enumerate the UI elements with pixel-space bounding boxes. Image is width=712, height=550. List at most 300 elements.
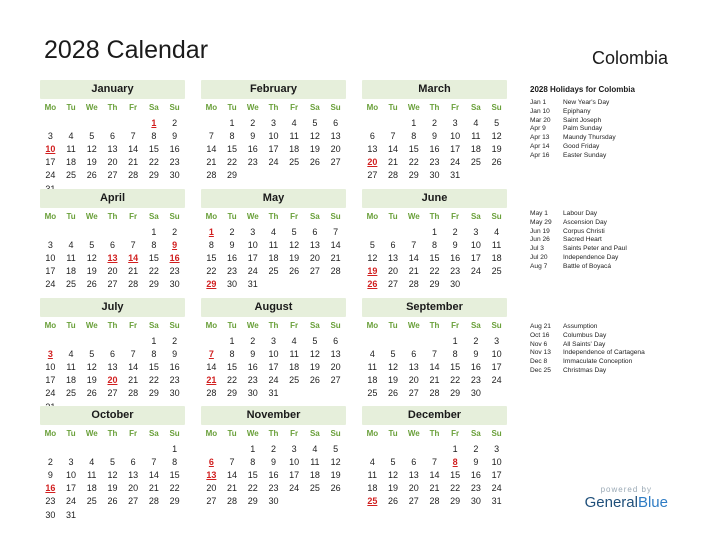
weekday-label: Sa	[309, 321, 320, 330]
holiday-date: Jul 20	[530, 253, 548, 261]
weekday-label: Su	[330, 321, 341, 330]
day: 15	[450, 362, 461, 373]
day: 28	[128, 279, 139, 290]
weekday-label: Su	[169, 321, 180, 330]
holiday-name: Immaculate Conception	[563, 358, 633, 366]
holiday-day: 16	[45, 483, 56, 494]
day: 13	[330, 131, 341, 142]
weekday-label: Sa	[148, 212, 159, 221]
day: 8	[250, 457, 256, 468]
day: 16	[429, 144, 440, 155]
day: 27	[206, 496, 217, 507]
day: 28	[429, 388, 440, 399]
day: 9	[47, 470, 53, 481]
weekday-label: We	[85, 103, 98, 112]
day: 7	[130, 349, 136, 360]
holiday-item	[530, 108, 616, 117]
day: 6	[411, 457, 417, 468]
day: 1	[452, 336, 458, 347]
day: 23	[247, 375, 258, 386]
day: 28	[128, 388, 139, 399]
day: 26	[491, 157, 502, 168]
day: 23	[470, 483, 481, 494]
day: 2	[172, 118, 178, 129]
week-row	[201, 443, 346, 456]
day: 28	[429, 496, 440, 507]
month-december	[362, 406, 507, 509]
weekday-label: Su	[330, 103, 341, 112]
week-row	[40, 226, 185, 239]
day: 4	[473, 118, 479, 129]
empty-day	[102, 117, 123, 130]
week-row	[362, 335, 507, 348]
day: 27	[408, 388, 419, 399]
weekday-label: Su	[169, 212, 180, 221]
day: 11	[66, 362, 76, 373]
weekday-label: We	[246, 429, 259, 438]
day: 22	[408, 157, 419, 168]
day: 11	[367, 362, 378, 373]
weekday-label: Th	[107, 103, 118, 112]
day: 21	[148, 483, 159, 494]
day: 12	[107, 470, 118, 481]
empty-day	[61, 117, 82, 130]
weekday-header	[201, 319, 346, 332]
day: 19	[107, 483, 118, 494]
day: 1	[229, 336, 235, 347]
day: 8	[452, 349, 458, 360]
day: 9	[473, 457, 479, 468]
empty-day	[403, 443, 424, 456]
day: 16	[247, 362, 258, 373]
weekday-label: Th	[268, 103, 279, 112]
day: 17	[45, 375, 56, 386]
day: 12	[289, 240, 300, 251]
day: 5	[333, 444, 339, 455]
day: 9	[473, 349, 479, 360]
week-row	[40, 482, 185, 495]
day: 23	[227, 266, 238, 277]
country-name: Colombia	[591, 48, 668, 68]
day: 1	[250, 444, 256, 455]
month-april	[40, 189, 185, 292]
day: 2	[172, 336, 178, 347]
day: 8	[208, 240, 214, 251]
weekday-label: Th	[429, 321, 440, 330]
empty-day	[222, 443, 243, 456]
day: 25	[289, 375, 300, 386]
month-title: October	[40, 406, 185, 425]
day: 5	[312, 336, 318, 347]
day: 30	[247, 388, 258, 399]
day: 11	[268, 240, 279, 251]
day: 20	[309, 253, 320, 264]
day: 15	[227, 362, 238, 373]
week-row	[362, 226, 507, 239]
weekday-header	[201, 101, 346, 114]
day: 26	[330, 483, 341, 494]
day: 30	[169, 170, 180, 181]
day: 4	[369, 457, 375, 468]
day: 1	[452, 444, 458, 455]
day: 31	[66, 509, 77, 520]
day: 24	[491, 375, 502, 386]
day: 21	[388, 157, 399, 168]
day: 18	[367, 483, 378, 494]
day: 10	[268, 349, 279, 360]
day: 3	[291, 444, 297, 455]
day: 27	[330, 375, 341, 386]
day: 24	[247, 266, 258, 277]
day: 29	[148, 388, 159, 399]
holiday-name: Easter Sunday	[563, 151, 607, 159]
day: 29	[148, 170, 159, 181]
day: 26	[86, 279, 97, 290]
day: 10	[491, 457, 502, 468]
month-november	[201, 406, 346, 509]
day: 17	[491, 470, 502, 481]
day: 8	[229, 131, 235, 142]
day: 19	[491, 144, 502, 155]
week-row	[201, 156, 346, 169]
day: 28	[128, 170, 139, 181]
holiday-day: 25	[367, 496, 378, 507]
holiday-item	[530, 228, 627, 237]
weekday-label: Tu	[227, 103, 237, 112]
day: 25	[470, 157, 481, 168]
holiday-day: 1	[208, 227, 214, 238]
day: 14	[128, 144, 139, 155]
day: 30	[470, 496, 481, 507]
week-row	[201, 495, 346, 508]
holiday-date: Mar 20	[530, 116, 551, 124]
empty-day	[81, 335, 102, 348]
day: 20	[206, 483, 217, 494]
day: 16	[247, 144, 258, 155]
month-august	[201, 298, 346, 401]
day: 1	[151, 336, 157, 347]
day: 10	[45, 253, 56, 264]
week-row	[362, 169, 507, 182]
day: 5	[291, 227, 297, 238]
week-row	[362, 495, 507, 508]
day: 19	[86, 157, 97, 168]
day: 13	[309, 240, 320, 251]
holiday-date: Aug 21	[530, 323, 551, 330]
week-row	[362, 374, 507, 387]
day: 18	[491, 253, 502, 264]
day: 26	[309, 157, 320, 168]
day: 27	[330, 157, 341, 168]
day: 9	[172, 131, 178, 142]
week-row	[40, 387, 185, 400]
empty-day	[61, 443, 82, 456]
holiday-day: 13	[206, 470, 217, 481]
week-row	[201, 335, 346, 348]
day: 11	[310, 457, 320, 468]
month-title: April	[40, 189, 185, 208]
day: 8	[411, 131, 417, 142]
day: 30	[227, 279, 238, 290]
week-row	[201, 130, 346, 143]
holiday-item	[530, 341, 645, 350]
weekday-label: Mo	[366, 321, 379, 330]
day: 4	[68, 240, 74, 251]
holiday-name: Maundy Thursday	[563, 134, 616, 142]
day: 24	[66, 496, 77, 507]
day: 18	[86, 483, 97, 494]
weekday-header	[362, 427, 507, 440]
week-row	[40, 361, 185, 374]
day: 5	[89, 131, 95, 142]
day: 13	[408, 470, 419, 481]
holiday-day: 13	[107, 253, 118, 264]
holiday-group	[530, 99, 616, 161]
day: 2	[452, 227, 458, 238]
day: 27	[388, 279, 399, 290]
day: 7	[333, 227, 339, 238]
day: 22	[206, 266, 217, 277]
day: 22	[227, 375, 238, 386]
powered-by-text: powered by	[600, 485, 652, 494]
day: 2	[47, 457, 53, 468]
day: 19	[289, 253, 300, 264]
day: 16	[470, 470, 481, 481]
day: 30	[169, 388, 180, 399]
day: 24	[470, 266, 481, 277]
holiday-date: Apr 9	[530, 125, 546, 133]
month-february	[201, 80, 346, 183]
weekday-label: We	[407, 212, 420, 221]
weekday-header	[362, 210, 507, 223]
month-january	[40, 80, 185, 196]
day: 27	[367, 170, 378, 181]
weekday-header	[40, 319, 185, 332]
holiday-day: 26	[367, 279, 378, 290]
weekday-label: Tu	[227, 212, 237, 221]
day: 23	[169, 375, 180, 386]
day: 24	[268, 375, 279, 386]
weekday-label: Tu	[66, 321, 76, 330]
day: 18	[470, 144, 481, 155]
month-title: January	[40, 80, 185, 99]
week-row	[201, 456, 346, 469]
day: 12	[388, 470, 399, 481]
day: 12	[309, 349, 320, 360]
day: 11	[87, 470, 97, 481]
week-row	[201, 278, 346, 291]
holiday-day: 6	[208, 457, 214, 468]
day: 2	[172, 227, 178, 238]
day: 18	[289, 144, 300, 155]
day: 6	[333, 118, 339, 129]
day: 5	[89, 349, 95, 360]
day: 22	[450, 375, 461, 386]
day: 21	[206, 157, 217, 168]
holiday-item	[530, 332, 645, 341]
day: 3	[473, 227, 479, 238]
weekday-label: We	[85, 212, 98, 221]
holiday-date: Jun 26	[530, 236, 550, 244]
day: 11	[289, 349, 299, 360]
day: 15	[148, 144, 159, 155]
day: 10	[470, 240, 481, 251]
day: 23	[450, 266, 461, 277]
day: 13	[367, 144, 378, 155]
day: 19	[86, 375, 97, 386]
holiday-item	[530, 210, 627, 219]
day: 5	[390, 349, 396, 360]
day: 20	[330, 362, 341, 373]
weekday-label: Th	[268, 429, 279, 438]
empty-day	[424, 443, 445, 456]
empty-day	[383, 443, 404, 456]
holiday-name: Columbus Day	[563, 331, 607, 339]
empty-day	[102, 335, 123, 348]
day: 3	[68, 457, 74, 468]
day: 7	[390, 131, 396, 142]
day: 14	[388, 144, 399, 155]
day: 17	[45, 266, 56, 277]
day: 12	[491, 131, 502, 142]
day: 2	[229, 227, 235, 238]
month-title: December	[362, 406, 507, 425]
empty-day	[40, 226, 61, 239]
day: 3	[270, 336, 276, 347]
holiday-item	[530, 367, 645, 376]
day: 4	[291, 118, 297, 129]
weekday-label: Sa	[470, 321, 481, 330]
day: 6	[411, 349, 417, 360]
day: 12	[309, 131, 320, 142]
weekday-label: Mo	[366, 103, 379, 112]
day: 18	[66, 375, 77, 386]
day: 10	[66, 470, 77, 481]
day: 30	[45, 509, 56, 520]
day: 10	[491, 349, 502, 360]
weekday-label: Tu	[227, 321, 237, 330]
day: 9	[250, 349, 256, 360]
empty-day	[201, 117, 222, 130]
weekday-label: Fr	[129, 321, 138, 330]
weekday-label: Fr	[451, 212, 460, 221]
week-row	[201, 348, 346, 361]
day: 22	[247, 483, 258, 494]
day: 21	[330, 253, 341, 264]
day: 16	[227, 253, 238, 264]
day: 7	[411, 240, 417, 251]
day: 30	[470, 388, 481, 399]
holiday-day: 14	[128, 253, 139, 264]
weekday-label: Th	[429, 103, 440, 112]
empty-day	[362, 226, 383, 239]
weekday-label: Sa	[470, 212, 481, 221]
week-row	[201, 226, 346, 239]
day: 29	[450, 388, 461, 399]
empty-day	[61, 226, 82, 239]
day: 6	[369, 131, 375, 142]
day: 19	[388, 375, 399, 386]
month-title: February	[201, 80, 346, 99]
empty-day	[123, 335, 144, 348]
day: 22	[227, 157, 238, 168]
day: 2	[473, 336, 479, 347]
day: 4	[68, 131, 74, 142]
day: 18	[268, 253, 279, 264]
empty-day	[383, 117, 404, 130]
month-october	[40, 406, 185, 522]
day: 22	[450, 483, 461, 494]
holiday-day: 10	[45, 144, 56, 155]
weekday-label: Su	[491, 212, 502, 221]
month-title: September	[362, 298, 507, 317]
week-row	[362, 482, 507, 495]
day: 23	[429, 157, 440, 168]
holiday-day: 21	[206, 375, 217, 386]
weekday-label: Mo	[366, 429, 379, 438]
holiday-item	[530, 263, 627, 272]
day: 3	[494, 444, 500, 455]
weekday-label: Tu	[388, 321, 398, 330]
day: 30	[169, 279, 180, 290]
day: 14	[227, 470, 238, 481]
day: 6	[333, 336, 339, 347]
empty-day	[362, 443, 383, 456]
week-row	[362, 117, 507, 130]
day: 22	[148, 375, 159, 386]
holiday-date: Aug 7	[530, 262, 548, 270]
week-row	[40, 130, 185, 143]
weekday-label: Su	[330, 429, 341, 438]
day: 5	[109, 457, 115, 468]
day: 11	[367, 470, 378, 481]
day: 28	[148, 496, 159, 507]
holiday-day: 20	[107, 375, 118, 386]
day: 25	[491, 266, 502, 277]
week-row	[201, 117, 346, 130]
day: 4	[494, 227, 500, 238]
day: 19	[86, 266, 97, 277]
day: 13	[408, 362, 419, 373]
month-title: November	[201, 406, 346, 425]
holiday-item	[530, 143, 616, 152]
day: 18	[66, 157, 77, 168]
holiday-day: 29	[206, 279, 217, 290]
day: 9	[452, 240, 458, 251]
weekday-label: Tu	[388, 212, 398, 221]
day: 1	[411, 118, 417, 129]
week-row	[40, 443, 185, 456]
day: 28	[227, 496, 238, 507]
day: 17	[470, 253, 481, 264]
day: 13	[330, 349, 341, 360]
weekday-label: Th	[107, 321, 118, 330]
day: 28	[330, 266, 341, 277]
day: 11	[491, 240, 502, 251]
month-title: August	[201, 298, 346, 317]
weekday-header	[40, 427, 185, 440]
empty-day	[123, 226, 144, 239]
month-title: June	[362, 189, 507, 208]
day: 23	[268, 483, 279, 494]
day: 27	[107, 279, 118, 290]
day: 18	[66, 266, 77, 277]
holiday-item	[530, 125, 616, 134]
holiday-name: Assumption	[563, 323, 598, 330]
day: 9	[250, 131, 256, 142]
day: 1	[151, 227, 157, 238]
day: 22	[148, 157, 159, 168]
